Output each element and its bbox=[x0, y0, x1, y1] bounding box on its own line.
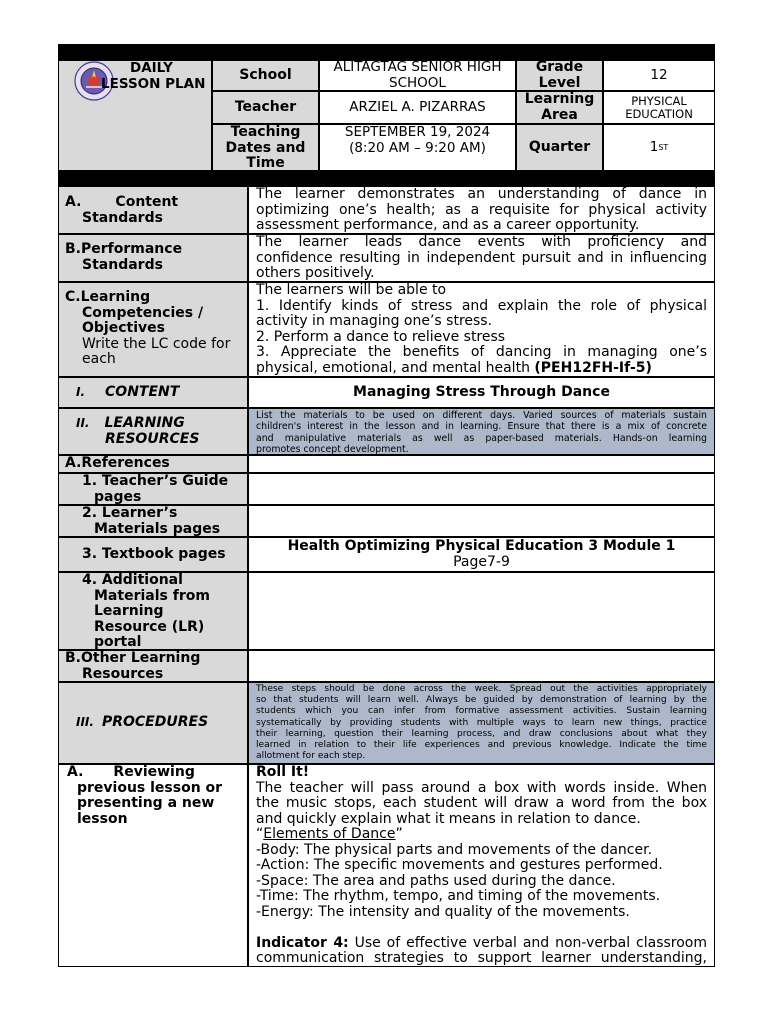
references-label: A.References bbox=[58, 455, 248, 473]
performance-standards-label-line1: B.Performance bbox=[65, 241, 183, 257]
competencies-label-line3: Objectives bbox=[82, 320, 165, 336]
element-time: -Time: The rhythm, tempo, and timing of the movements. bbox=[256, 888, 661, 904]
learners-materials-label-line2: Materials pages bbox=[94, 520, 221, 537]
resources-note-line2: children's interest in the lesson and in learning. Ensure that there is a mix of concrete bbox=[256, 421, 707, 433]
learning-area-label-line2: Area bbox=[541, 106, 578, 123]
content-standards-label-line1: Content bbox=[115, 194, 179, 210]
teachers-guide-value bbox=[248, 473, 715, 505]
indicator-text-line2: communication strategies to support learner understanding, bbox=[256, 950, 707, 966]
objective-1-line1: 1. Identify kinds of stress and explain the role of physical bbox=[256, 297, 707, 314]
content-label-num: I. bbox=[76, 384, 86, 399]
objective-2: 2. Perform a dance to relieve stress bbox=[256, 328, 506, 345]
objective-3-line1: 3. Appreciate the benefits of dancing in managing one’s bbox=[256, 344, 707, 360]
content-standards-label-line2: Standards bbox=[82, 209, 163, 226]
elements-open-quote: “ bbox=[256, 826, 264, 842]
objective-3-line2: physical, emotional, and mental health bbox=[256, 359, 530, 376]
competencies-label-line2: Competencies / bbox=[82, 304, 204, 321]
quarter-value-number: 1 bbox=[649, 138, 659, 155]
content-label-text: CONTENT bbox=[105, 383, 180, 400]
performance-standards-text-line2: confidence resulting in independent pursuit and in influencing bbox=[256, 249, 707, 266]
reviewing-label-line1: Reviewing bbox=[113, 764, 195, 780]
textbook-title: Health Optimizing Physical Education 3 Module 1 bbox=[287, 538, 676, 554]
competencies-text bbox=[248, 282, 715, 377]
other-resources-label-line2: Resources bbox=[82, 665, 164, 682]
additional-materials-label-line1: 4. Additional bbox=[82, 572, 183, 588]
indicator-text-line1: Use of effective verbal and non-verbal classroom bbox=[354, 934, 708, 951]
content-standards-label bbox=[58, 186, 248, 234]
content-standards-text bbox=[248, 186, 715, 234]
competencies-label-line5: each bbox=[82, 351, 116, 367]
procedures-note-line2: so that students will learn well. Always be guided by demonstration of learning by the bbox=[256, 695, 707, 706]
performance-standards-text bbox=[248, 234, 715, 282]
grade-label bbox=[516, 60, 603, 91]
indicator-label: Indicator 4: bbox=[256, 934, 349, 951]
grade-label-line1: Grade bbox=[535, 59, 584, 75]
textbook-pages: Page7-9 bbox=[453, 553, 510, 570]
performance-standards-text-line1: The learner leads dance events with proficiency and bbox=[256, 234, 707, 250]
additional-materials-label-line2: Materials from bbox=[94, 587, 210, 604]
procedures-note-line4: systematically by providing students with multiple ways to learn new things, practice bbox=[256, 717, 707, 728]
learning-area-label-line1: Learning bbox=[524, 91, 595, 107]
content-standards-text-line2: optimizing one’s health; as a requisite for physical activity bbox=[256, 201, 707, 218]
content-standards-label-letter: A. bbox=[65, 194, 82, 210]
dlp-title-line2: LESSON PLAN bbox=[101, 76, 206, 92]
content-value: Managing Stress Through Dance bbox=[248, 377, 715, 408]
learning-area-value-line1: PHYSICAL bbox=[631, 93, 687, 108]
procedures-note-line7: allotment for each step. bbox=[256, 751, 366, 762]
element-action: -Action: The specific movements and gestures performed. bbox=[256, 857, 663, 873]
grade-value: 12 bbox=[603, 60, 715, 91]
learning-resources-label-num: II. bbox=[76, 416, 90, 430]
learners-materials-label-line1: 2. Learner’s bbox=[82, 505, 178, 521]
element-energy: -Energy: The intensity and quality of the movements. bbox=[256, 903, 630, 920]
teaching-dates-label-line2: Dates and bbox=[225, 139, 306, 156]
competencies-intro: The learners will be able to bbox=[256, 282, 447, 298]
teaching-dates-label-line3: Time bbox=[246, 155, 285, 171]
reviewing-label bbox=[58, 764, 248, 967]
learning-resources-label-line1: LEARNING bbox=[104, 415, 185, 431]
procedures-note-line3: students which you can infer from formative assessment activities. Sustain learning bbox=[256, 706, 707, 717]
activity-line3: and quickly explain what it means in relation to dance. bbox=[256, 810, 641, 827]
teaching-dates-label-line1: Teaching bbox=[230, 124, 301, 140]
learning-area-label bbox=[516, 91, 603, 124]
additional-materials-label-line4: Resource (LR) bbox=[94, 618, 205, 635]
learners-materials-label bbox=[58, 505, 248, 537]
activity-title: Roll It! bbox=[256, 764, 310, 780]
dlp-title-line1: DAILY bbox=[130, 60, 173, 76]
learning-resources-label bbox=[58, 408, 248, 455]
procedures-label-num: III. bbox=[76, 715, 94, 730]
procedures-note-line6: learned in relation to their life experiences and previous knowledge. Indicate the time bbox=[256, 740, 707, 751]
additional-materials-label-line5: portal bbox=[94, 634, 142, 650]
learning-resources-note bbox=[248, 408, 715, 455]
procedures-label-text: PROCEDURES bbox=[101, 714, 209, 731]
quarter-label: Quarter bbox=[516, 124, 603, 171]
procedures-label bbox=[58, 682, 248, 764]
teacher-value: ARZIEL A. PIZARRAS bbox=[319, 91, 516, 124]
additional-materials-label bbox=[58, 572, 248, 650]
teachers-guide-label-line2: pages bbox=[94, 488, 142, 505]
other-resources-value bbox=[248, 650, 715, 682]
content-standards-text-line1: The learner demonstrates an understanding of dance in bbox=[256, 186, 707, 202]
learning-area-value-line2: EDUCATION bbox=[625, 106, 693, 121]
reviewing-label-line3: presenting a new bbox=[77, 795, 215, 811]
other-resources-label bbox=[58, 650, 248, 682]
element-body: -Body: The physical parts and movements of the dancer. bbox=[256, 841, 653, 858]
teachers-guide-label-line1: 1. Teacher’s Guide bbox=[82, 473, 229, 489]
school-label: School bbox=[212, 60, 319, 91]
resources-note-line1: List the materials to be used on different days. Varied sources of materials sustain bbox=[256, 410, 707, 421]
content-label bbox=[58, 377, 248, 408]
activity-line2: the music stops, each student will draw a word from the box bbox=[256, 795, 707, 811]
grade-label-line2: Level bbox=[538, 74, 581, 91]
learning-resources-label-line2: RESOURCES bbox=[105, 430, 200, 447]
element-space: -Space: The area and paths used during the dance. bbox=[256, 872, 616, 889]
header-top-bar bbox=[58, 44, 715, 60]
procedures-note-line1: These steps should be done across the week. Spread out the activities appropriately bbox=[256, 684, 707, 694]
teaching-dates-value-line2: (8:20 AM – 9:20 AM) bbox=[349, 139, 486, 156]
activity-line1: The teacher will pass around a box with words inside. When bbox=[256, 779, 707, 796]
school-value-line1: ALITAGTAG SENIOR HIGH bbox=[333, 59, 502, 75]
textbook-value bbox=[248, 537, 715, 572]
quarter-value-suffix: ST bbox=[658, 142, 669, 152]
reviewing-label-line2: previous lesson or bbox=[77, 779, 223, 796]
quarter-value bbox=[603, 124, 715, 171]
resources-note-line4: promotes concept development. bbox=[256, 443, 409, 455]
teaching-dates-value bbox=[319, 124, 516, 171]
procedures-note bbox=[248, 682, 715, 764]
elements-close-quote: ” bbox=[395, 826, 403, 842]
performance-standards-text-line3: others positively. bbox=[256, 265, 375, 281]
procedures-note-line5: their learning, question their learning process, and draw conclusions about what they bbox=[256, 728, 707, 739]
teacher-label: Teacher bbox=[212, 91, 319, 124]
textbook-label: 3. Textbook pages bbox=[58, 537, 248, 572]
objective-1-line2: activity in managing one’s stress. bbox=[256, 313, 493, 329]
competencies-label-line4: Write the LC code for bbox=[82, 335, 231, 352]
references-value bbox=[248, 455, 715, 473]
performance-standards-label bbox=[58, 234, 248, 282]
school-value bbox=[319, 60, 516, 91]
other-resources-label-line1: B.Other Learning bbox=[65, 650, 201, 666]
teachers-guide-label bbox=[58, 473, 248, 505]
performance-standards-label-line2: Standards bbox=[82, 256, 163, 273]
additional-materials-label-line3: Learning bbox=[94, 603, 164, 619]
dlp-title-block bbox=[58, 60, 212, 171]
lc-code: (PEH12FH-If-5) bbox=[534, 359, 652, 376]
reviewing-label-letter: A. bbox=[67, 764, 84, 780]
teaching-dates-label bbox=[212, 124, 319, 171]
content-standards-text-line3: assessment performance, and as a career opportunity. bbox=[256, 217, 640, 233]
competencies-label-line1: C.Learning bbox=[65, 289, 151, 305]
reviewing-label-line4: lesson bbox=[77, 810, 128, 827]
additional-materials-value bbox=[248, 572, 715, 650]
teaching-dates-value-line1: SEPTEMBER 19, 2024 bbox=[344, 124, 491, 140]
resources-note-line3: and manipulative materials as well as paper-based materials. Hands-on learning bbox=[256, 432, 707, 444]
competencies-label bbox=[58, 282, 248, 377]
section-divider-bar bbox=[58, 171, 715, 186]
reviewing-content bbox=[248, 764, 715, 967]
school-value-line2: SCHOOL bbox=[389, 74, 446, 91]
learners-materials-value bbox=[248, 505, 715, 537]
elements-title: Elements of Dance bbox=[263, 826, 396, 842]
learning-area-value bbox=[603, 91, 715, 124]
